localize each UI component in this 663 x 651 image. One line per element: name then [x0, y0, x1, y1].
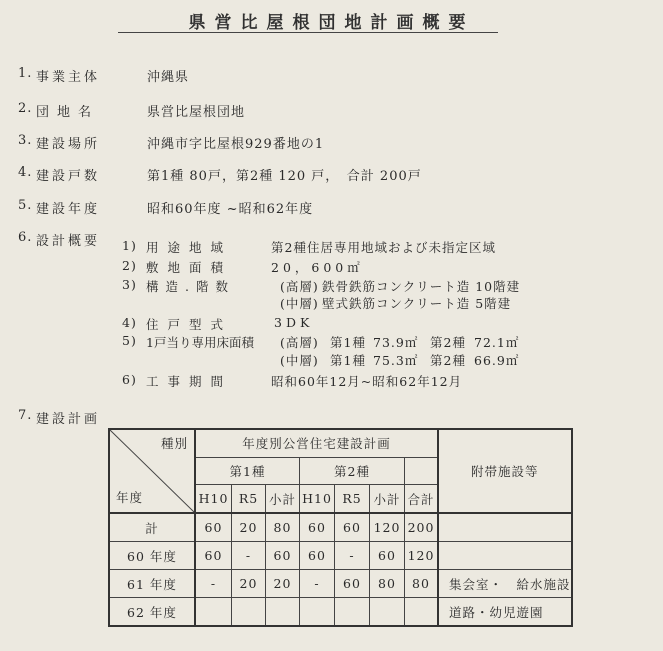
- design-label: 1戸当り専用床面積: [146, 335, 254, 350]
- subheader: 小計: [266, 485, 300, 513]
- table-cell: [370, 598, 405, 627]
- item-label: 建設場所: [36, 137, 101, 152]
- subheader: R5: [232, 485, 266, 513]
- table-cell: 60: [335, 513, 370, 542]
- table-cell: 60: [300, 542, 335, 570]
- design-label: 住戸型式: [146, 317, 233, 332]
- document-title: 県営比屋根団地計画概要: [188, 13, 475, 33]
- table-cell: 20: [232, 570, 266, 598]
- design-value: 壁式鉄筋コンクリート造 5階建: [322, 296, 512, 311]
- facility-cell: [438, 542, 572, 570]
- row-year: 計: [109, 513, 195, 542]
- design-label: 工事期間: [146, 374, 233, 389]
- table-cell: 60: [195, 542, 232, 570]
- design-value: 鉄骨鉄筋コンクリート造 10階建: [322, 279, 521, 294]
- table-cell: 200: [405, 513, 439, 542]
- table-cell: 80: [266, 513, 300, 542]
- table-cell: [232, 598, 266, 627]
- design-no: 1): [122, 238, 137, 253]
- floor-area-value: 72.1㎡: [474, 335, 520, 350]
- design-label: 用途地域: [146, 240, 233, 255]
- item-label: 建設年度: [36, 202, 101, 217]
- floor-area-label: 第1種: [330, 353, 366, 368]
- table-cell: -: [335, 542, 370, 570]
- design-part: (高層): [280, 335, 319, 350]
- design-no: 4): [122, 315, 137, 330]
- facility-cell: [438, 513, 572, 542]
- table-cell: -: [300, 570, 335, 598]
- item-value: 昭和60年度 ~昭和62年度: [147, 202, 314, 217]
- table-cell: [335, 598, 370, 627]
- item-value: 県営比屋根団地: [147, 105, 246, 120]
- floor-area-label: 第2種: [430, 335, 466, 350]
- subheader: H10: [300, 485, 335, 513]
- table-cell: 60: [195, 513, 232, 542]
- table-cell: 80: [370, 570, 405, 598]
- floor-area-value: 75.3㎡: [373, 353, 419, 368]
- design-label: 構造.階数: [146, 279, 235, 294]
- design-value: 昭和60年12月~昭和62年12月: [271, 374, 463, 389]
- table-corner-cell: [109, 429, 195, 513]
- table-cell: [405, 598, 439, 627]
- item-number: 1.: [18, 66, 33, 81]
- type2-header: 第2種: [300, 457, 405, 485]
- table-cell: 60: [335, 570, 370, 598]
- design-no: 2): [122, 258, 137, 273]
- item-number: 3.: [18, 133, 33, 148]
- item-value: 沖縄県: [147, 70, 190, 85]
- item-number: 5.: [18, 198, 33, 213]
- corner-type-label: 種別: [160, 436, 188, 451]
- table-cell: 120: [370, 513, 405, 542]
- design-value: 第2種住居専用地域および未指定区域: [271, 240, 496, 255]
- corner-year-label: 年度: [116, 490, 144, 505]
- group-header: 年度別公営住宅建設計画: [195, 429, 438, 457]
- floor-area-label: 第1種: [330, 335, 366, 350]
- facility-cell: 集会室・ 給水施設: [438, 570, 572, 598]
- table-cell: 60: [370, 542, 405, 570]
- design-no: 6): [122, 372, 137, 387]
- table-cell: -: [195, 570, 232, 598]
- subheader: H10: [195, 485, 232, 513]
- design-no: 3): [122, 277, 137, 292]
- subheader: R5: [335, 485, 370, 513]
- item-number: 6.: [18, 230, 33, 245]
- item-number: 2.: [18, 101, 33, 116]
- design-part: (中層): [280, 353, 319, 368]
- blank-header: [405, 457, 439, 485]
- table-cell: 20: [232, 513, 266, 542]
- design-value: 20，600㎡: [271, 260, 364, 275]
- table-cell: 60: [266, 542, 300, 570]
- title-underline: [118, 32, 498, 33]
- item-label: 建設計画: [36, 412, 101, 427]
- row-year: 60 年度: [109, 542, 195, 570]
- row-year: 61 年度: [109, 570, 195, 598]
- design-label: 敷地面積: [146, 260, 233, 275]
- table-cell: 120: [405, 542, 439, 570]
- table-cell: [195, 598, 232, 627]
- table-cell: -: [232, 542, 266, 570]
- table-cell: 20: [266, 570, 300, 598]
- table-cell: [266, 598, 300, 627]
- facilities-header: 附帯施設等: [438, 429, 572, 513]
- row-year: 62 年度: [109, 598, 195, 627]
- design-part: (高層): [280, 279, 319, 294]
- item-number: 7.: [18, 408, 33, 423]
- design-part: (中層): [280, 296, 319, 311]
- design-value: 3DK: [274, 315, 314, 330]
- floor-area-label: 第2種: [430, 353, 466, 368]
- item-label: 事業主体: [36, 70, 101, 85]
- item-value: 第1種 80戸，第2種 120 戸， 合計 200戸: [147, 169, 422, 184]
- item-number: 4.: [18, 165, 33, 180]
- facility-cell: 道路・幼児遊園: [438, 598, 572, 627]
- floor-area-value: 73.9㎡: [373, 335, 419, 350]
- design-no: 5): [122, 333, 137, 348]
- type1-header: 第1種: [195, 457, 300, 485]
- subheader: 合計: [405, 485, 439, 513]
- item-label: 団地名: [36, 105, 100, 120]
- item-label: 建設戸数: [36, 169, 101, 184]
- table-cell: [300, 598, 335, 627]
- table-cell: 80: [405, 570, 439, 598]
- subheader: 小計: [370, 485, 405, 513]
- table-cell: 60: [300, 513, 335, 542]
- item-value: 沖縄市字比屋根929番地の1: [147, 137, 325, 152]
- item-label: 設計概要: [36, 234, 101, 249]
- construction-plan-table: [108, 428, 573, 627]
- floor-area-value: 66.9㎡: [474, 353, 520, 368]
